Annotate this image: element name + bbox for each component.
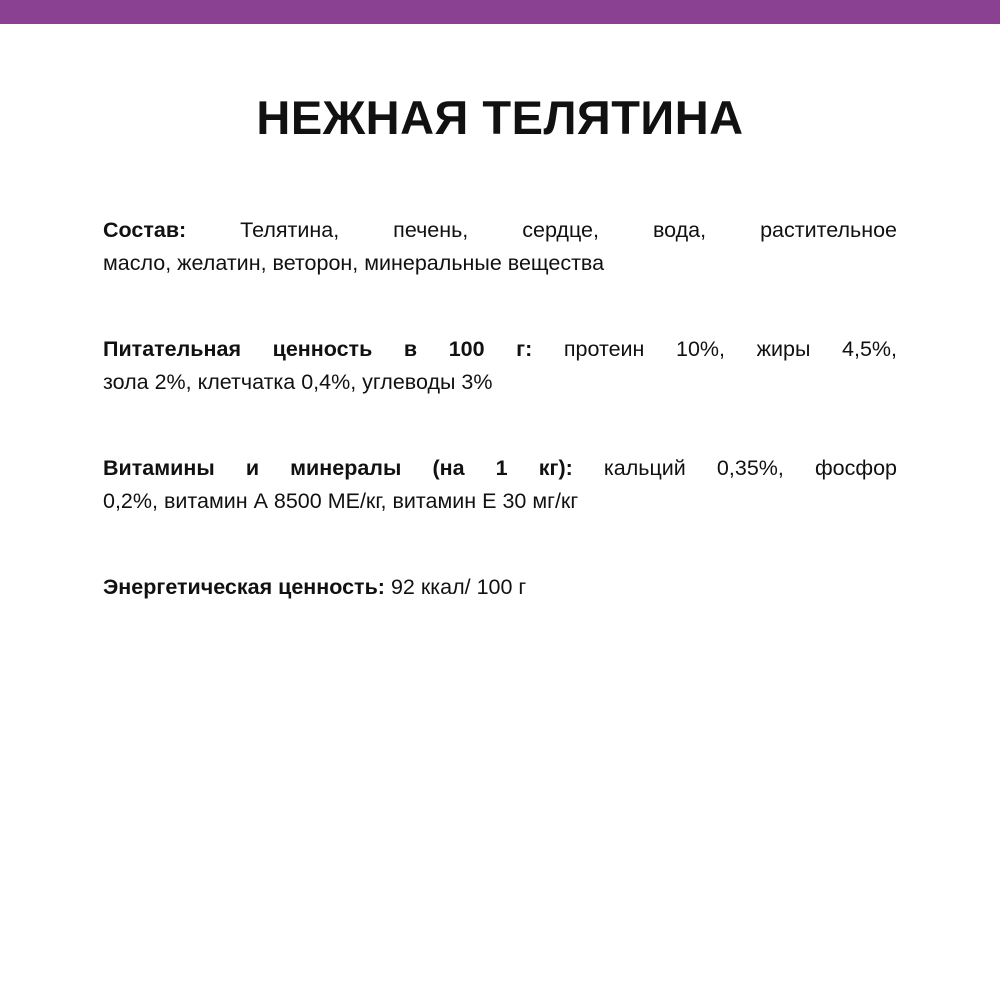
composition-line-1 (103, 214, 897, 247)
nutrition-label: Питательная ценность в 100 г: (103, 337, 533, 362)
nutrition-line-2: зола 2%, клетчатка 0,4%, углеводы 3% (103, 370, 493, 395)
vitamins-label: Витамины и минералы (на 1 кг): (103, 456, 573, 481)
energy-text-1: 92 ккал/ 100 г (384, 575, 527, 600)
vitamins-line-1 (103, 452, 897, 485)
composition-line-2: масло, желатин, веторон, минеральные вещества (103, 251, 605, 276)
composition-text-1: Телятина, печень, сердце, вода, растительное (186, 218, 897, 243)
energy-label: Энергетическая ценность: (103, 575, 385, 600)
label-content (103, 214, 897, 604)
section-composition (103, 214, 897, 280)
nutrition-line-1 (103, 333, 897, 366)
section-vitamins-minerals (103, 452, 897, 518)
section-nutrition (103, 333, 897, 399)
nutrition-text-1: протеин 10%, жиры 4,5%, (532, 337, 897, 362)
section-energy-value (103, 571, 897, 604)
vitamins-text-1: кальций 0,35%, фосфор (572, 456, 897, 481)
composition-label: Состав: (103, 218, 187, 243)
vitamins-line-2: 0,2%, витамин А 8500 МЕ/кг, витамин Е 30 мг/кг (103, 489, 579, 514)
energy-line-1 (103, 571, 897, 604)
header-accent-bar (0, 0, 1000, 24)
product-title: НЕЖНАЯ ТЕЛЯТИНА (256, 91, 744, 144)
